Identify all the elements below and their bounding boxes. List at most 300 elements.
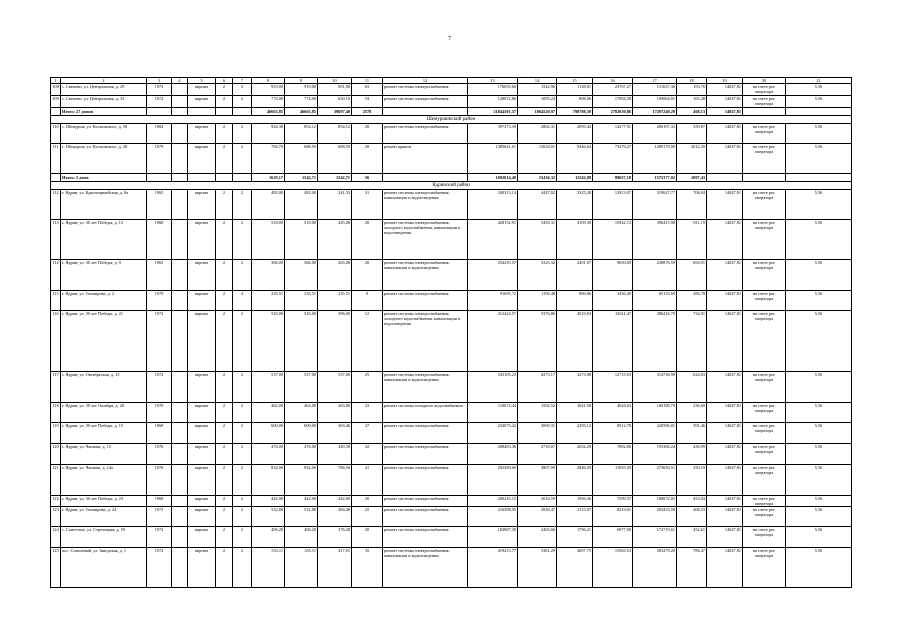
table-cell: 335105,23 [468, 372, 518, 403]
table-cell: ремонт системы электроснабжения [383, 84, 468, 96]
table-cell: 688,59 [285, 144, 318, 174]
table-cell: 2 [216, 124, 233, 144]
table-cell: ремонт системы электроснабжения, холодного водоснабжения, канализации и водоотведения [383, 220, 468, 260]
table-cell [172, 465, 188, 496]
table-cell: 1968 [147, 496, 172, 507]
table-cell: 854,12 [285, 124, 318, 144]
table-cell: 17207240,29 [633, 108, 677, 116]
table-cell: 476,00 [285, 444, 318, 465]
table-cell: 1976 [147, 465, 172, 496]
table-cell: 2 [216, 465, 233, 496]
table-cell [786, 108, 852, 116]
table-cell: ремонт системы электроснабжения, канализации и водоотведения [383, 190, 468, 220]
table-cell: 2 [233, 403, 252, 423]
table-cell: 56 [352, 174, 383, 182]
table-cell: 4019,94 [557, 311, 593, 372]
table-cell: 14047,81 [707, 423, 743, 444]
table-cell: 110 [51, 124, 61, 144]
table-cell: 688,59 [318, 144, 352, 174]
table-cell: 537,00 [318, 372, 352, 403]
table-cell: 28 [352, 124, 383, 144]
table-cell: на счете рег. оператора [743, 372, 786, 403]
table-cell: 39697,40 [318, 108, 352, 116]
table-cell: 128072,86 [468, 96, 518, 108]
table-cell: 706,04 [677, 190, 707, 220]
table-cell: г. Ядрин, ул. Чапаева, д. 15 [61, 444, 147, 465]
table-cell: кирпич [188, 507, 216, 527]
table-cell: г. Ядрин, ул. Чапаева, д. 14а [61, 465, 147, 496]
table-cell: 15942,72 [593, 220, 633, 260]
column-number: 1 [51, 78, 61, 84]
table-cell: 235,51 [318, 291, 352, 311]
table-cell: 4373,17 [518, 372, 557, 403]
table-cell: 12715,03 [593, 372, 633, 403]
table-cell: 462,00 [285, 403, 318, 423]
table-cell: кирпич [188, 96, 216, 108]
table-cell: 5,56 [786, 403, 852, 423]
table-cell: 476,00 [252, 444, 285, 465]
table-cell [383, 108, 468, 116]
table-row [51, 423, 852, 444]
table-cell: пос. Совхозный, ул. Заводская, д. 1 [61, 548, 147, 588]
table-cell: 1972 [147, 311, 172, 372]
table-cell: 1041,50 [557, 403, 593, 423]
table-cell: 2 [233, 260, 252, 291]
table-cell: 2 [233, 144, 252, 174]
table-cell: 518,00 [252, 220, 285, 260]
table-cell: Итого: 2 дома [61, 174, 147, 182]
table-cell: Итого: 27 домов [61, 108, 147, 116]
table-cell: 91695,72 [468, 291, 518, 311]
table-cell: 2 [216, 96, 233, 108]
table-cell: 1095,24 [518, 96, 557, 108]
table-cell: 15611,47 [593, 311, 633, 372]
table-cell: ремонт системы электроснабжения [383, 507, 468, 527]
table-cell: 117 [51, 372, 61, 403]
table-cell: на счете рег. оператора [743, 220, 786, 260]
table-cell: кирпич [188, 496, 216, 507]
table-cell: 2 [216, 144, 233, 174]
table-cell: ремонт системы электроснабжения [383, 527, 468, 548]
table-cell: 5,56 [786, 220, 852, 260]
table-cell [233, 108, 252, 116]
table-cell: 114 [51, 260, 61, 291]
table-cell [172, 174, 188, 182]
table-cell: 704,79 [252, 144, 285, 174]
column-number: 14 [518, 78, 557, 84]
table-cell: 5,56 [786, 84, 852, 96]
table-cell: 3 [233, 84, 252, 96]
table-cell: 363,46 [318, 423, 352, 444]
table-cell: 397373,39 [468, 124, 518, 144]
table-cell: 1972 [147, 548, 172, 588]
table-cell: 63 [352, 84, 383, 96]
table-cell: 11055,59 [593, 465, 633, 496]
table-cell: 5,56 [786, 311, 852, 372]
table-cell: 1972 [147, 527, 172, 548]
table-cell: 5,56 [786, 124, 852, 144]
column-number: 10 [318, 78, 352, 84]
table-cell: 9446,64 [557, 144, 593, 174]
table-cell: 2802,31 [518, 124, 557, 144]
table-cell: 924,38 [252, 124, 285, 144]
table-cell: г. Ядрин, ул. 30 лет Победы, д. 9 [61, 260, 147, 291]
table-cell: 5,56 [786, 291, 852, 311]
table-cell: 2 [233, 220, 252, 260]
table-cell: 238876,59 [633, 260, 677, 291]
table-cell: 630,10 [318, 96, 352, 108]
table-cell: кирпич [188, 403, 216, 423]
table-cell: 115 [51, 291, 61, 311]
table-cell: 2 [216, 548, 233, 588]
table-cell: 3323,32 [518, 260, 557, 291]
table-cell: 109 [51, 96, 61, 108]
table-cell: кирпич [188, 444, 216, 465]
table-cell: 482,00 [252, 190, 285, 220]
table-cell: 2 [233, 423, 252, 444]
table-cell: 366,00 [252, 260, 285, 291]
table-cell: 14047,81 [707, 260, 743, 291]
table-cell: 235,51 [252, 291, 285, 311]
table-cell: 600,00 [252, 423, 285, 444]
table-cell: 14047,81 [707, 548, 743, 588]
column-number: 13 [468, 78, 518, 84]
table-cell: на счете рег. оператора [743, 311, 786, 372]
table-cell: 5,56 [786, 144, 852, 174]
table-cell: 436,99 [677, 444, 707, 465]
table-cell: 349,50 [318, 444, 352, 465]
table-cell: на счете рег. оператора [743, 527, 786, 548]
table-cell: г. Ядрин, ул. Тахмирова, д. 24 [61, 507, 147, 527]
table-cell: 537,00 [252, 372, 285, 403]
section-header-row [51, 182, 852, 190]
table-cell: кирпич [188, 124, 216, 144]
table-cell: кирпич [188, 527, 216, 548]
table-cell: 122 [51, 496, 61, 507]
column-number: 7 [233, 78, 252, 84]
table-cell: 2 [233, 548, 252, 588]
table-cell: 1190,48 [518, 291, 557, 311]
table-cell: 396415,98 [633, 220, 677, 260]
table-cell: 4447,02 [518, 190, 557, 220]
table-cell: с. Шемурша, ул. Космовского, д. 28 [61, 144, 147, 174]
table-cell: 41 [352, 465, 383, 496]
table-cell: 203433,50 [633, 507, 677, 527]
table-cell: 1138,01 [557, 84, 593, 96]
table-cell: 2 [233, 96, 252, 108]
table-cell: 1972 [147, 96, 172, 108]
table-cell: 110674,44 [468, 403, 518, 423]
table-row [51, 465, 852, 496]
table-cell: 14047,81 [707, 465, 743, 496]
table-cell: ремонт системы электроснабжения [383, 96, 468, 108]
table-cell: 5,56 [786, 444, 852, 465]
table-cell: 172719,61 [633, 527, 677, 548]
table-cell: 120 [51, 444, 61, 465]
table-cell: 1064520,97 [518, 108, 557, 116]
table-cell: кирпич [188, 84, 216, 96]
table-cell: 2 [216, 311, 233, 372]
table-cell: 1522,96 [518, 84, 557, 96]
table-cell: ремонт системы электроснабжения [383, 423, 468, 444]
table-cell: 832,00 [252, 465, 285, 496]
table-cell: 2095,44 [557, 124, 593, 144]
table-cell: 165,28 [677, 96, 707, 108]
table-cell [172, 124, 188, 144]
table-cell: 419213,77 [468, 548, 518, 588]
table-cell: 3069,31 [518, 423, 557, 444]
table-cell: 532,80 [285, 507, 318, 527]
table-cell: 452,61 [677, 527, 707, 548]
table-cell: 235,51 [285, 291, 318, 311]
table-cell: 406,28 [252, 527, 285, 548]
column-number: 16 [593, 78, 633, 84]
table-cell: 12634,01 [518, 144, 557, 174]
table-cell: 2295,12 [557, 423, 593, 444]
table-cell [172, 291, 188, 311]
table-cell: 2 [216, 444, 233, 465]
column-number: 18 [677, 78, 707, 84]
table-cell [51, 174, 61, 182]
table-cell: 383279,20 [633, 548, 677, 588]
table-cell: 12913,07 [593, 190, 633, 220]
table-cell: 46663,85 [252, 108, 285, 116]
table-cell: 25 [352, 372, 383, 403]
table-cell: 25 [352, 507, 383, 527]
table-cell [216, 174, 233, 182]
table-cell: 7892,86 [593, 444, 633, 465]
column-number: 12 [383, 78, 468, 84]
table-cell [172, 311, 188, 372]
table-cell: 518,00 [285, 220, 318, 260]
table-cell: 14047,81 [707, 96, 743, 108]
table-cell: 108 [51, 84, 61, 96]
table-cell: 2 [216, 423, 233, 444]
table-cell: ремонт системы электроснабжения, канализации и водоотведения [383, 260, 468, 291]
total-row [51, 108, 852, 116]
table-cell: 2032,29 [557, 444, 593, 465]
table-cell: 1575377,02 [633, 174, 677, 182]
table-cell: на счете рег. оператора [743, 548, 786, 588]
table-cell: 2 [216, 507, 233, 527]
table-cell: 5,56 [786, 496, 852, 507]
table-cell: 263,00 [318, 403, 352, 423]
table-cell: 28 [352, 144, 383, 174]
table-cell: 314736,99 [633, 372, 677, 403]
table-cell: 442,00 [318, 496, 352, 507]
table-cell: ремонт системы электроснабжения, холодного водоснабжения, канализации и водоотведения [383, 311, 468, 372]
table-cell [172, 84, 188, 96]
table-cell: 14047,81 [707, 220, 743, 260]
table-cell: 1973 [147, 84, 172, 96]
table-cell: 2578 [352, 108, 383, 116]
table-cell: 15436,32 [518, 174, 557, 182]
table-cell: 23767,27 [593, 84, 633, 96]
table-cell: 220596,01 [633, 423, 677, 444]
table-cell: ремонт крыши [383, 144, 468, 174]
table-cell: 20 [352, 527, 383, 548]
table-cell: 2718,07 [518, 444, 557, 465]
table-cell: 17094,58 [593, 96, 633, 108]
table-cell: ремонт системы холодного водоснабжения [383, 403, 468, 423]
table-cell: 118 [51, 403, 61, 423]
page-number: 7 [448, 36, 451, 42]
table-cell: 376,28 [318, 527, 352, 548]
table-cell: 2 [216, 496, 233, 507]
table-cell: 5361,29 [518, 548, 557, 588]
table-cell [188, 174, 216, 182]
table-cell: 453,04 [677, 496, 707, 507]
table-cell: на счете рег. оператора [743, 84, 786, 96]
table-cell: 1692014,40 [468, 174, 518, 182]
table-cell: 116 [51, 311, 61, 372]
table-cell: 14047,81 [707, 527, 743, 548]
table-cell: 811,19 [677, 220, 707, 260]
table-cell [172, 548, 188, 588]
table-cell: 20 [352, 260, 383, 291]
table-cell: кирпич [188, 311, 216, 372]
table-cell: на счете рег. оператора [743, 507, 786, 527]
table-cell: 734,91 [677, 311, 707, 372]
table-cell: 14047,81 [707, 496, 743, 507]
table-cell: 3273,98 [557, 372, 593, 403]
table-cell: 600,00 [285, 423, 318, 444]
table-cell: 14047,81 [707, 507, 743, 527]
table-cell: на счете рег. оператора [743, 260, 786, 291]
table-cell: 4007,75 [557, 548, 593, 588]
table-cell: 5,56 [786, 260, 852, 291]
table-cell: г. Ядрин, ул. Тахмирова, д. 2 [61, 291, 147, 311]
table-cell: 2 [233, 311, 252, 372]
table-row [51, 496, 852, 507]
table-cell: 27 [352, 423, 383, 444]
table-cell: 2403,66 [518, 527, 557, 548]
table-cell: 5,56 [786, 96, 852, 108]
table-cell [172, 496, 188, 507]
table-cell: 2 [233, 465, 252, 496]
table-cell: 188072,83 [633, 496, 677, 507]
table-cell: 1972 [147, 372, 172, 403]
table-cell: 112 [51, 190, 61, 220]
table-cell: 624,03 [677, 372, 707, 403]
table-cell: 200245,15 [468, 496, 518, 507]
table-cell: 8912,78 [593, 423, 633, 444]
table-cell: 359,87 [677, 124, 707, 144]
table-cell: кирпич [188, 260, 216, 291]
table-cell: 8219,01 [593, 507, 633, 527]
table-cell: на счете рег. оператора [743, 124, 786, 144]
column-number: 5 [188, 78, 216, 84]
table-row [51, 220, 852, 260]
table-cell: 2 [216, 84, 233, 96]
table-cell: 832,00 [285, 465, 318, 496]
table-cell: на счете рег. оператора [743, 144, 786, 174]
table-cell: 14047,81 [707, 124, 743, 144]
table-cell: 286197,33 [633, 124, 677, 144]
table-cell: 1542,71 [318, 174, 352, 182]
column-number: 4 [172, 78, 188, 84]
table-cell: 14047,81 [707, 144, 743, 174]
table-cell: 35 [352, 548, 383, 588]
table-cell: 340313,14 [468, 190, 518, 220]
table-cell: г. Ядрин, ул. Красноармейская, д. 8а [61, 190, 147, 220]
table-cell: 21844501,57 [468, 108, 518, 116]
table-cell: 234073,42 [468, 423, 518, 444]
table-cell: 2 [216, 291, 233, 311]
table-cell: на счете рег. оператора [743, 96, 786, 108]
table-cell: 54 [352, 96, 383, 108]
table-cell: 1385641,01 [468, 144, 518, 174]
section-title: Ядринский район [51, 182, 852, 190]
table-cell [172, 372, 188, 403]
table-cell: 113 [51, 220, 61, 260]
table-cell: 2 [216, 190, 233, 220]
table-cell: 2 [233, 444, 252, 465]
table-cell: 125 [51, 548, 61, 588]
table-row [51, 84, 852, 96]
table-cell: кирпич [188, 220, 216, 260]
table-cell: 396,00 [318, 311, 352, 372]
section-title: Шемуршинский район [51, 116, 852, 124]
table-cell: 14047,81 [707, 403, 743, 423]
table-cell: ремонт системы электроснабжения [383, 124, 468, 144]
table-cell [172, 527, 188, 548]
table-cell: 14047,81 [707, 190, 743, 220]
table-cell: 6977,90 [593, 527, 633, 548]
table-cell: 5376,86 [518, 311, 557, 372]
table-cell: 2 [233, 507, 252, 527]
table-row [51, 548, 852, 588]
table-cell [172, 403, 188, 423]
table-cell [172, 260, 188, 291]
table-cell: 2 [233, 527, 252, 548]
table-cell: г. Ядрин, ул. 30 лет Победы, д. 23 [61, 496, 147, 507]
column-number: 6 [216, 78, 233, 84]
column-number: 8 [252, 78, 285, 84]
table-cell: 5,56 [786, 548, 852, 588]
table-cell: 445,00 [318, 220, 352, 260]
table-cell: 2 [233, 124, 252, 144]
table-cell: 1796,21 [557, 527, 593, 548]
table-cell [743, 174, 786, 182]
table-cell: 5450,31 [518, 220, 557, 260]
table-cell: 5,56 [786, 423, 852, 444]
table-cell: 2 [216, 527, 233, 548]
table-cell: ремонт системы электроснабжения [383, 465, 468, 496]
table-cell: кирпич [188, 548, 216, 588]
table-cell: 545,00 [285, 311, 318, 372]
table-cell: 2 [233, 496, 252, 507]
table-cell: 85153,69 [633, 291, 677, 311]
table-cell: 1542,71 [285, 174, 318, 182]
table-cell: 428152,91 [468, 220, 518, 260]
table-cell [172, 96, 188, 108]
table-cell: 124 [51, 527, 61, 548]
table-cell: 31 [352, 190, 383, 220]
table-cell: на счете рег. оператора [743, 465, 786, 496]
table-row [51, 190, 852, 220]
table-cell: 1976 [147, 444, 172, 465]
table-cell: 14047,81 [707, 291, 743, 311]
column-number: 3 [147, 78, 172, 84]
table-cell: 1979 [147, 144, 172, 174]
table-cell [172, 190, 188, 220]
table-cell: 889,86 [557, 291, 593, 311]
table-cell: кирпич [188, 423, 216, 444]
table-cell: 1970 [147, 403, 172, 423]
table-cell: на счете рег. оператора [743, 291, 786, 311]
table-cell: на счете рег. оператора [743, 190, 786, 220]
